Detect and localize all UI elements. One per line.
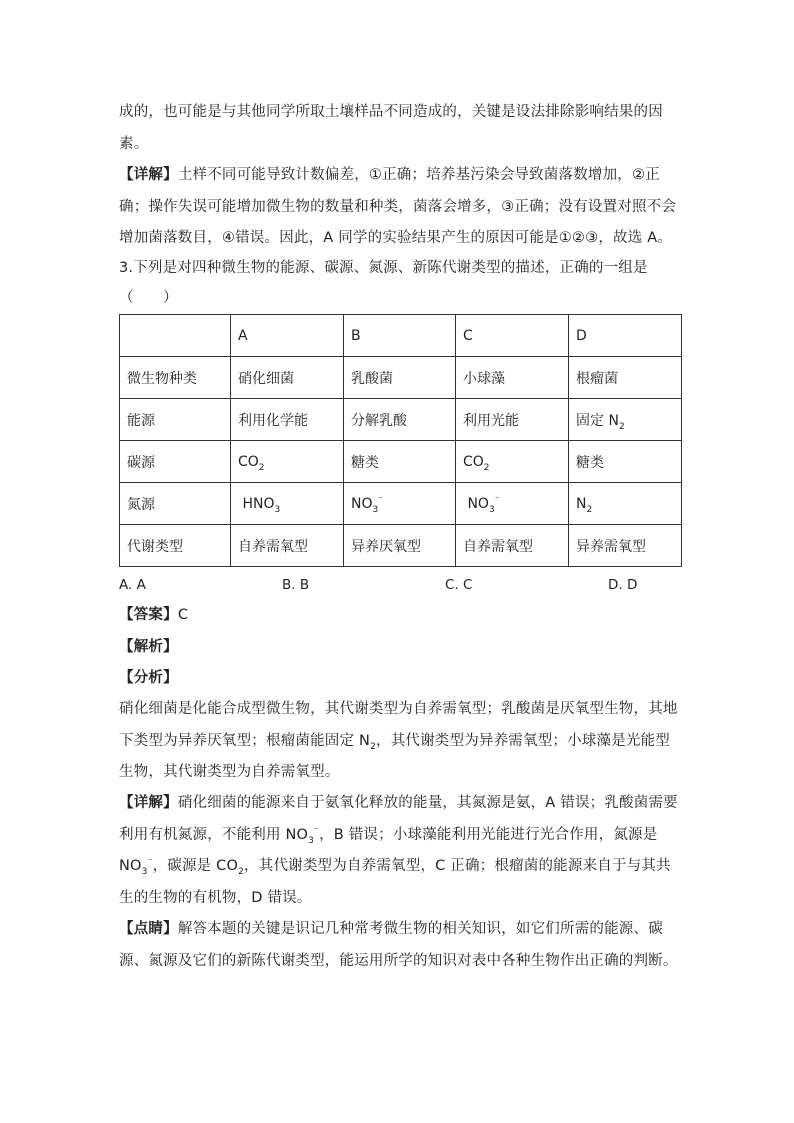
table-cell: 根瘤菌 xyxy=(569,357,682,399)
detail-text: ，碳源是 CO xyxy=(152,858,239,874)
cell-text: N xyxy=(576,495,587,512)
detail-text: ，其代谢类型为自养需氧型，C 正确；根瘤菌的能源来自于与其共生的生物的有机物，D 错误。 xyxy=(119,858,671,906)
answer-tag: 【答案】 xyxy=(119,607,178,623)
analysis-heading: 【解析】 xyxy=(119,639,178,655)
key-point-text: 解答本题的关键是识记几种常考微生物的相关知识，如它们所需的能源、碳源、氮源及它们的新陈代谢类型，能运用所学的知识对表中各种生物作出正确的判断。 xyxy=(119,921,678,969)
table-cell: 分解乳酸 xyxy=(344,399,456,441)
analysis-text: 硝化细菌是化能合成型微生物，其代谢类型为自养需氧型；乳酸菌是厌氧型生物，其地下类型为异养厌氧型；根瘤菌能固定 N xyxy=(119,701,678,749)
subscript: 2 xyxy=(586,504,593,515)
analysis-paragraph xyxy=(119,694,684,789)
table-header-cell xyxy=(120,315,231,357)
cell-text: NO xyxy=(463,495,489,512)
option-d: D. D xyxy=(608,577,638,593)
table-cell xyxy=(569,483,682,525)
detail-text: ，B 错误；小球藻能利用光能进行光合作用，氮源是 NO xyxy=(119,826,658,874)
table-cell: 硝化细菌 xyxy=(231,357,344,399)
table-row xyxy=(120,399,682,441)
superscript: ⁻ xyxy=(494,494,500,505)
analysis-section-heading: 【分析】 xyxy=(119,670,178,686)
superscript: ⁻ xyxy=(147,857,153,868)
option-c: C. C xyxy=(445,577,473,593)
detail-text: 土样不同可能导致计数偏差，①正确；培养基污染会导致菌落数增加，②正确；操作失误可能增加微生物的数量和种类，菌落会增多，③正确；没有设置对照不会增加菌落数目，④错误。因此，A 同学的实验结果产生的原因可能是①②③，故选 A。 xyxy=(119,167,677,246)
detail-explanation xyxy=(119,788,684,914)
table-cell xyxy=(456,483,569,525)
detail-tag: 【详解】 xyxy=(119,167,178,183)
cell-text: CO xyxy=(238,453,259,470)
subscript: 2 xyxy=(370,741,376,752)
cell-text: CO xyxy=(463,453,484,470)
subscript: 3 xyxy=(372,504,379,515)
cell-text: HNO xyxy=(238,495,275,512)
table-cell xyxy=(344,483,456,525)
table-header-cell: B xyxy=(344,315,456,357)
table-header-cell: D xyxy=(569,315,682,357)
table-cell xyxy=(231,483,344,525)
table-cell: 糖类 xyxy=(344,441,456,483)
table-cell: 利用化学能 xyxy=(231,399,344,441)
superscript: ⁻ xyxy=(378,494,383,505)
subscript: 3 xyxy=(141,866,148,877)
subscript: 2 xyxy=(258,462,265,473)
table-cell: 自养需氧型 xyxy=(231,525,344,567)
cell-text: NO xyxy=(351,495,373,512)
subscript: 3 xyxy=(274,504,281,515)
answer-value: C xyxy=(177,607,189,623)
previous-question-explanation xyxy=(119,97,684,255)
table-cell: 异养厌氧型 xyxy=(344,525,456,567)
table-row xyxy=(120,483,682,525)
answer-options xyxy=(119,570,684,600)
microbe-table xyxy=(119,314,682,567)
table-cell: 糖类 xyxy=(569,441,682,483)
table-row xyxy=(120,441,682,483)
detail-tag: 【详解】 xyxy=(119,795,178,811)
table-cell: 氮源 xyxy=(120,483,231,525)
table-header-cell: C xyxy=(456,315,569,357)
key-point-paragraph xyxy=(119,914,684,977)
option-a: A. A xyxy=(119,577,146,593)
table-cell: 异养需氧型 xyxy=(569,525,682,567)
table-cell: 自养需氧型 xyxy=(456,525,569,567)
analysis-text: ，其代谢类型为异养需氧型；小球藻是光能型生物，其代谢类型为自养需氧型。 xyxy=(119,732,670,780)
table-header-row xyxy=(120,315,682,357)
subscript: 3 xyxy=(308,835,315,846)
table-cell xyxy=(231,441,344,483)
table-header-cell: A xyxy=(231,315,344,357)
option-b: B. B xyxy=(282,577,310,593)
cell-text: 固定 N xyxy=(576,412,619,429)
answer-line xyxy=(119,600,188,632)
question-stem: 3.下列是对四种微生物的能源、碳源、氮源、新陈代谢类型的描述，正确的一组是 xyxy=(119,260,648,276)
detail-paragraph xyxy=(119,160,684,255)
subscript: 2 xyxy=(483,462,490,473)
table-cell: 微生物种类 xyxy=(120,357,231,399)
detail-text: 硝化细菌的能源来自于氨氧化释放的能量，其氮源是氨，A 错误；乳酸菌需要利用有机氮源，不能利用 NO xyxy=(119,795,678,843)
explanation-line: 成的，也可能是与其他同学所取土壤样品不同造成的，关键是设法排除影响结果的因素。 xyxy=(119,104,663,152)
table-cell: 小球藻 xyxy=(456,357,569,399)
table-row xyxy=(120,357,682,399)
subscript: 3 xyxy=(488,504,495,515)
table-row xyxy=(120,525,682,567)
answer-blank: （ ） xyxy=(119,290,178,306)
superscript: ⁻ xyxy=(314,825,320,836)
table-cell: 利用光能 xyxy=(456,399,569,441)
table-cell: 能源 xyxy=(120,399,231,441)
subscript: 2 xyxy=(238,866,245,877)
table-cell: 乳酸菌 xyxy=(344,357,456,399)
key-point-tag: 【点睛】 xyxy=(119,921,178,937)
table-cell: 代谢类型 xyxy=(120,525,231,567)
table-cell xyxy=(456,441,569,483)
subscript: 2 xyxy=(618,421,625,432)
table-cell xyxy=(569,399,682,441)
table-cell: 碳源 xyxy=(120,441,231,483)
